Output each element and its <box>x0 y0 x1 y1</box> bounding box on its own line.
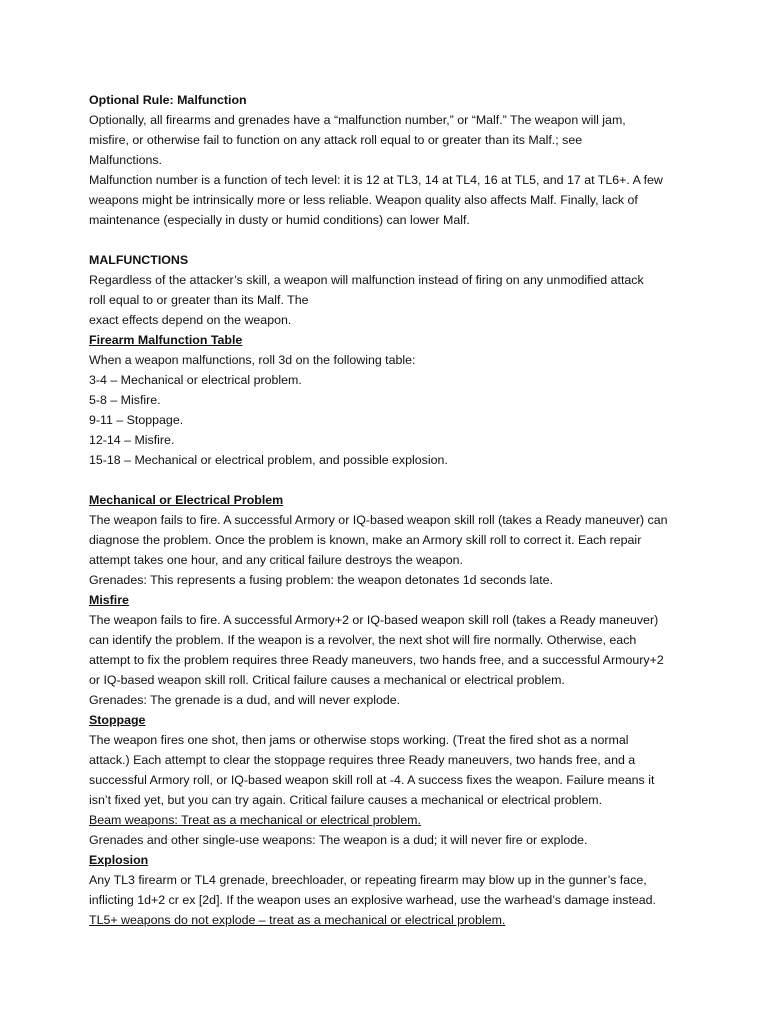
explosion-tl5-line: TL5+ weapons do not explode – treat as a mechanical or electrical problem. <box>89 913 506 927</box>
table-heading: Firearm Malfunction Table <box>89 333 243 347</box>
explosion-line: inflicting 1d+2 cr ex [2d]. If the weapon uses an explosive warhead, use the warhead’s damage instead. <box>89 893 656 907</box>
mech-line: Grenades: This represents a fusing problem: the weapon detonates 1d seconds late. <box>89 573 554 587</box>
optional-rule-line: maintenance (especially in dusty or humid conditions) can lower Malf. <box>89 213 470 227</box>
optional-rule-heading: Optional Rule: Malfunction <box>89 93 247 107</box>
stoppage-line: isn’t fixed yet, but you can try again. Critical failure causes a mechanical or electrical problem. <box>89 793 603 807</box>
explosion-line: Any TL3 firearm or TL4 grenade, breechloader, or repeating firearm may blow up in the gunner’s face, <box>89 873 647 887</box>
table-line: 5-8 – Misfire. <box>89 393 161 407</box>
malfunctions-line: Regardless of the attacker’s skill, a weapon will malfunction instead of firing on any unmodified attack <box>89 273 644 287</box>
misfire-heading: Misfire <box>89 593 129 607</box>
misfire-line: can identify the problem. If the weapon is a revolver, the next shot will fire normally. Otherwise, each <box>89 633 637 647</box>
stoppage-beam-line: Beam weapons: Treat as a mechanical or electrical problem. <box>89 813 421 827</box>
mech-line: diagnose the problem. Once the problem is known, make an Armory skill roll to correct it. Each repair <box>89 533 642 547</box>
misfire-line: The weapon fails to fire. A successful Armory+2 or IQ-based weapon skill roll (takes a Ready maneuver) <box>89 613 659 627</box>
misfire-line: attempt to fix the problem requires three Ready maneuvers, two hands free, and a successful Armoury+2 <box>89 653 664 667</box>
spacer <box>89 470 689 490</box>
misfire-line: Grenades: The grenade is a dud, and will never explode. <box>89 693 401 707</box>
optional-rule-line: misfire, or otherwise fail to function on any attack roll equal to or greater than its Malf.; see <box>89 133 583 147</box>
optional-rule-line: Optionally, all firearms and grenades have a “malfunction number,” or “Malf.” The weapon will jam, <box>89 113 626 127</box>
optional-rule-line: Malfunction number is a function of tech level: it is 12 at TL3, 14 at TL4, 16 at TL5, and 17 at TL6+. A few <box>89 173 663 187</box>
stoppage-line: The weapon fires one shot, then jams or otherwise stops working. (Treat the fired shot as a normal <box>89 733 629 747</box>
malfunctions-line: roll equal to or greater than its Malf. The <box>89 293 309 307</box>
malfunctions-line: exact effects depend on the weapon. <box>89 313 292 327</box>
mech-line: attempt takes one hour, and any critical failure destroys the weapon. <box>89 553 463 567</box>
stoppage-heading: Stoppage <box>89 713 146 727</box>
document-page <box>89 90 689 930</box>
explosion-heading: Explosion <box>89 853 149 867</box>
optional-rule-line: weapons might be intrinsically more or less reliable. Weapon quality also affects Malf. Finally, lack of <box>89 193 638 207</box>
table-line: When a weapon malfunctions, roll 3d on the following table: <box>89 353 416 367</box>
mech-line: The weapon fails to fire. A successful Armory or IQ-based weapon skill roll (takes a Ready maneuver) can <box>89 513 668 527</box>
stoppage-line: attack.) Each attempt to clear the stoppage requires three Ready maneuvers, two hands free, and a <box>89 753 636 767</box>
malfunctions-heading: MALFUNCTIONS <box>89 253 189 267</box>
spacer <box>89 230 689 250</box>
table-line: 12-14 – Misfire. <box>89 433 175 447</box>
optional-rule-line: Malfunctions. <box>89 153 163 167</box>
table-line: 15-18 – Mechanical or electrical problem, and possible explosion. <box>89 453 448 467</box>
stoppage-grenades-line: Grenades and other single-use weapons: The weapon is a dud; it will never fire or explode. <box>89 833 588 847</box>
table-line: 3-4 – Mechanical or electrical problem. <box>89 373 302 387</box>
misfire-line: or IQ-based weapon skill roll. Critical failure causes a mechanical or electrical problem. <box>89 673 565 687</box>
table-line: 9-11 – Stoppage. <box>89 413 184 427</box>
mech-heading: Mechanical or Electrical Problem <box>89 493 284 507</box>
stoppage-line: successful Armory roll, or IQ-based weapon skill roll at -4. A success fixes the weapon. Failure means it <box>89 773 655 787</box>
